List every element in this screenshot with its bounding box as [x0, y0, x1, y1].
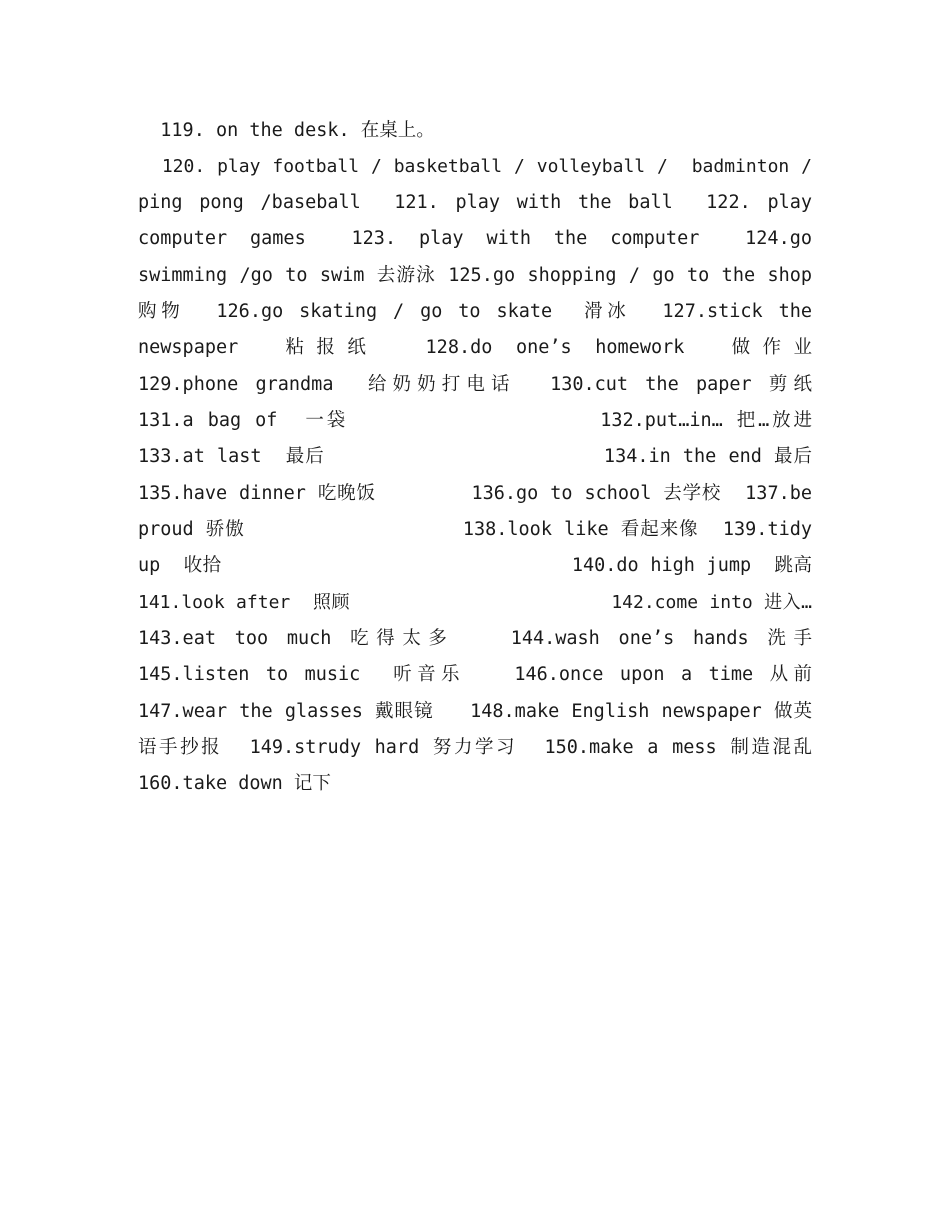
text-line: computer games 123. play with the computer 124.go [138, 228, 812, 249]
text-line: 129.phone grandma 给奶奶打电话 130.cut the paper 剪纸 [138, 374, 812, 395]
text-line: 购物 126.go skating / go to skate 滑冰 127.stick the [138, 301, 812, 322]
text-line: swimming /go to swim 去游泳 125.go shopping / go to the shop [138, 265, 812, 286]
text-line: 133.at last 最后 134.in the end 最后 [138, 446, 812, 467]
text-line: 135.have dinner 吃晚饭 136.go to school 去学校 137.be [138, 483, 812, 504]
text-line: proud 骄傲 138.look like 看起来像 139.tidy [138, 519, 812, 540]
text-line: 160.take down 记下 [138, 773, 331, 794]
text-line: 131.a bag of 一袋 132.put…in… 把…放进 [138, 410, 812, 431]
text-line: ping pong /baseball 121. play with the ball 122. play [138, 192, 812, 213]
text-line: 147.wear the glasses 戴眼镜 148.make English newspaper 做英 [138, 701, 812, 722]
text-line: up 收拾 140.do high jump 跳高 [138, 555, 812, 576]
text-line: 119. on the desk. 在桌上。 [138, 120, 435, 141]
text-line: 145.listen to music 听音乐 146.once upon a time 从前 [138, 664, 812, 685]
text-line: 120. play football / basketball / volleyball / badminton / [138, 156, 812, 177]
text-line: newspaper 粘报纸 128.do one’s homework 做作业 [138, 337, 812, 358]
text-line: 141.look after 照顾 142.come into 进入… [138, 592, 812, 613]
text-line: 143.eat too much 吃得太多 144.wash one’s hands 洗手 [138, 628, 812, 649]
text-line: 语手抄报 149.strudy hard 努力学习 150.make a mess 制造混乱 [138, 737, 812, 758]
